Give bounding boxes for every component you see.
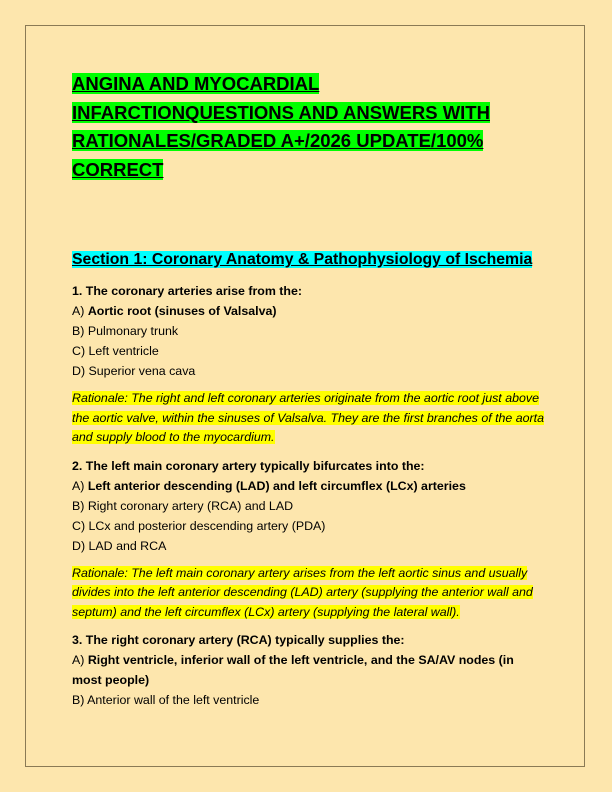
question-list (72, 281, 544, 710)
correct-answer: Left anterior descending (LAD) and left circumflex (LCx) arteries (87, 478, 466, 493)
question-1 (72, 281, 544, 448)
option-c: C) LCx and posterior descending artery (PDA) (72, 518, 326, 533)
section-heading: Section 1: Coronary Anatomy & Pathophysiology of Ischemia (72, 251, 533, 268)
document-title: ANGINA AND MYOCARDIAL INFARCTIONQUESTIONS AND ANSWERS WITH RATIONALES/GRADED A+/2026 UPDATE/100% CORRECT (72, 73, 490, 180)
question-text: 2. The left main coronary artery typically bifurcates into the: (72, 458, 425, 473)
option-a: A) Right ventricle, inferior wall of the left ventricle, and the SA/AV nodes (in most people) (72, 653, 514, 687)
option-b: B) Right coronary artery (RCA) and LAD (72, 498, 294, 513)
correct-answer: Right ventricle, inferior wall of the left ventricle, and the SA/AV nodes (in most people) (72, 653, 514, 687)
rationale: Rationale: The right and left coronary arteries originate from the aortic root just above the aortic valve, within the sinuses of Valsalva. They are the first branches of the aorta and supply blood to the myocardium. (72, 391, 545, 444)
correct-answer: Aortic root (sinuses of Valsalva) (87, 304, 277, 318)
option-c: C) Left ventricle (72, 344, 159, 358)
option-d: D) LAD and RCA (72, 538, 167, 553)
option-a: A) Left anterior descending (LAD) and left circumflex (LCx) arteries (72, 478, 466, 493)
document-content (72, 70, 544, 716)
question-text: 1. The coronary arteries arise from the: (72, 284, 303, 298)
question-text: 3. The right coronary artery (RCA) typically supplies the: (72, 633, 405, 647)
option-a: A) Aortic root (sinuses of Valsalva) (72, 304, 277, 318)
option-d: D) Superior vena cava (72, 364, 196, 378)
option-b: B) Anterior wall of the left ventricle (72, 693, 260, 707)
question-2 (72, 456, 544, 623)
rationale: Rationale: The left main coronary artery arises from the left aortic sinus and usually divides into the left anterior descending (LAD) artery (supplying the anterior wall and septum) and the left circumflex (LCx) artery (supplying the lateral wall). (72, 565, 533, 619)
option-b: B) Pulmonary trunk (72, 324, 179, 338)
question-3 (72, 630, 544, 710)
